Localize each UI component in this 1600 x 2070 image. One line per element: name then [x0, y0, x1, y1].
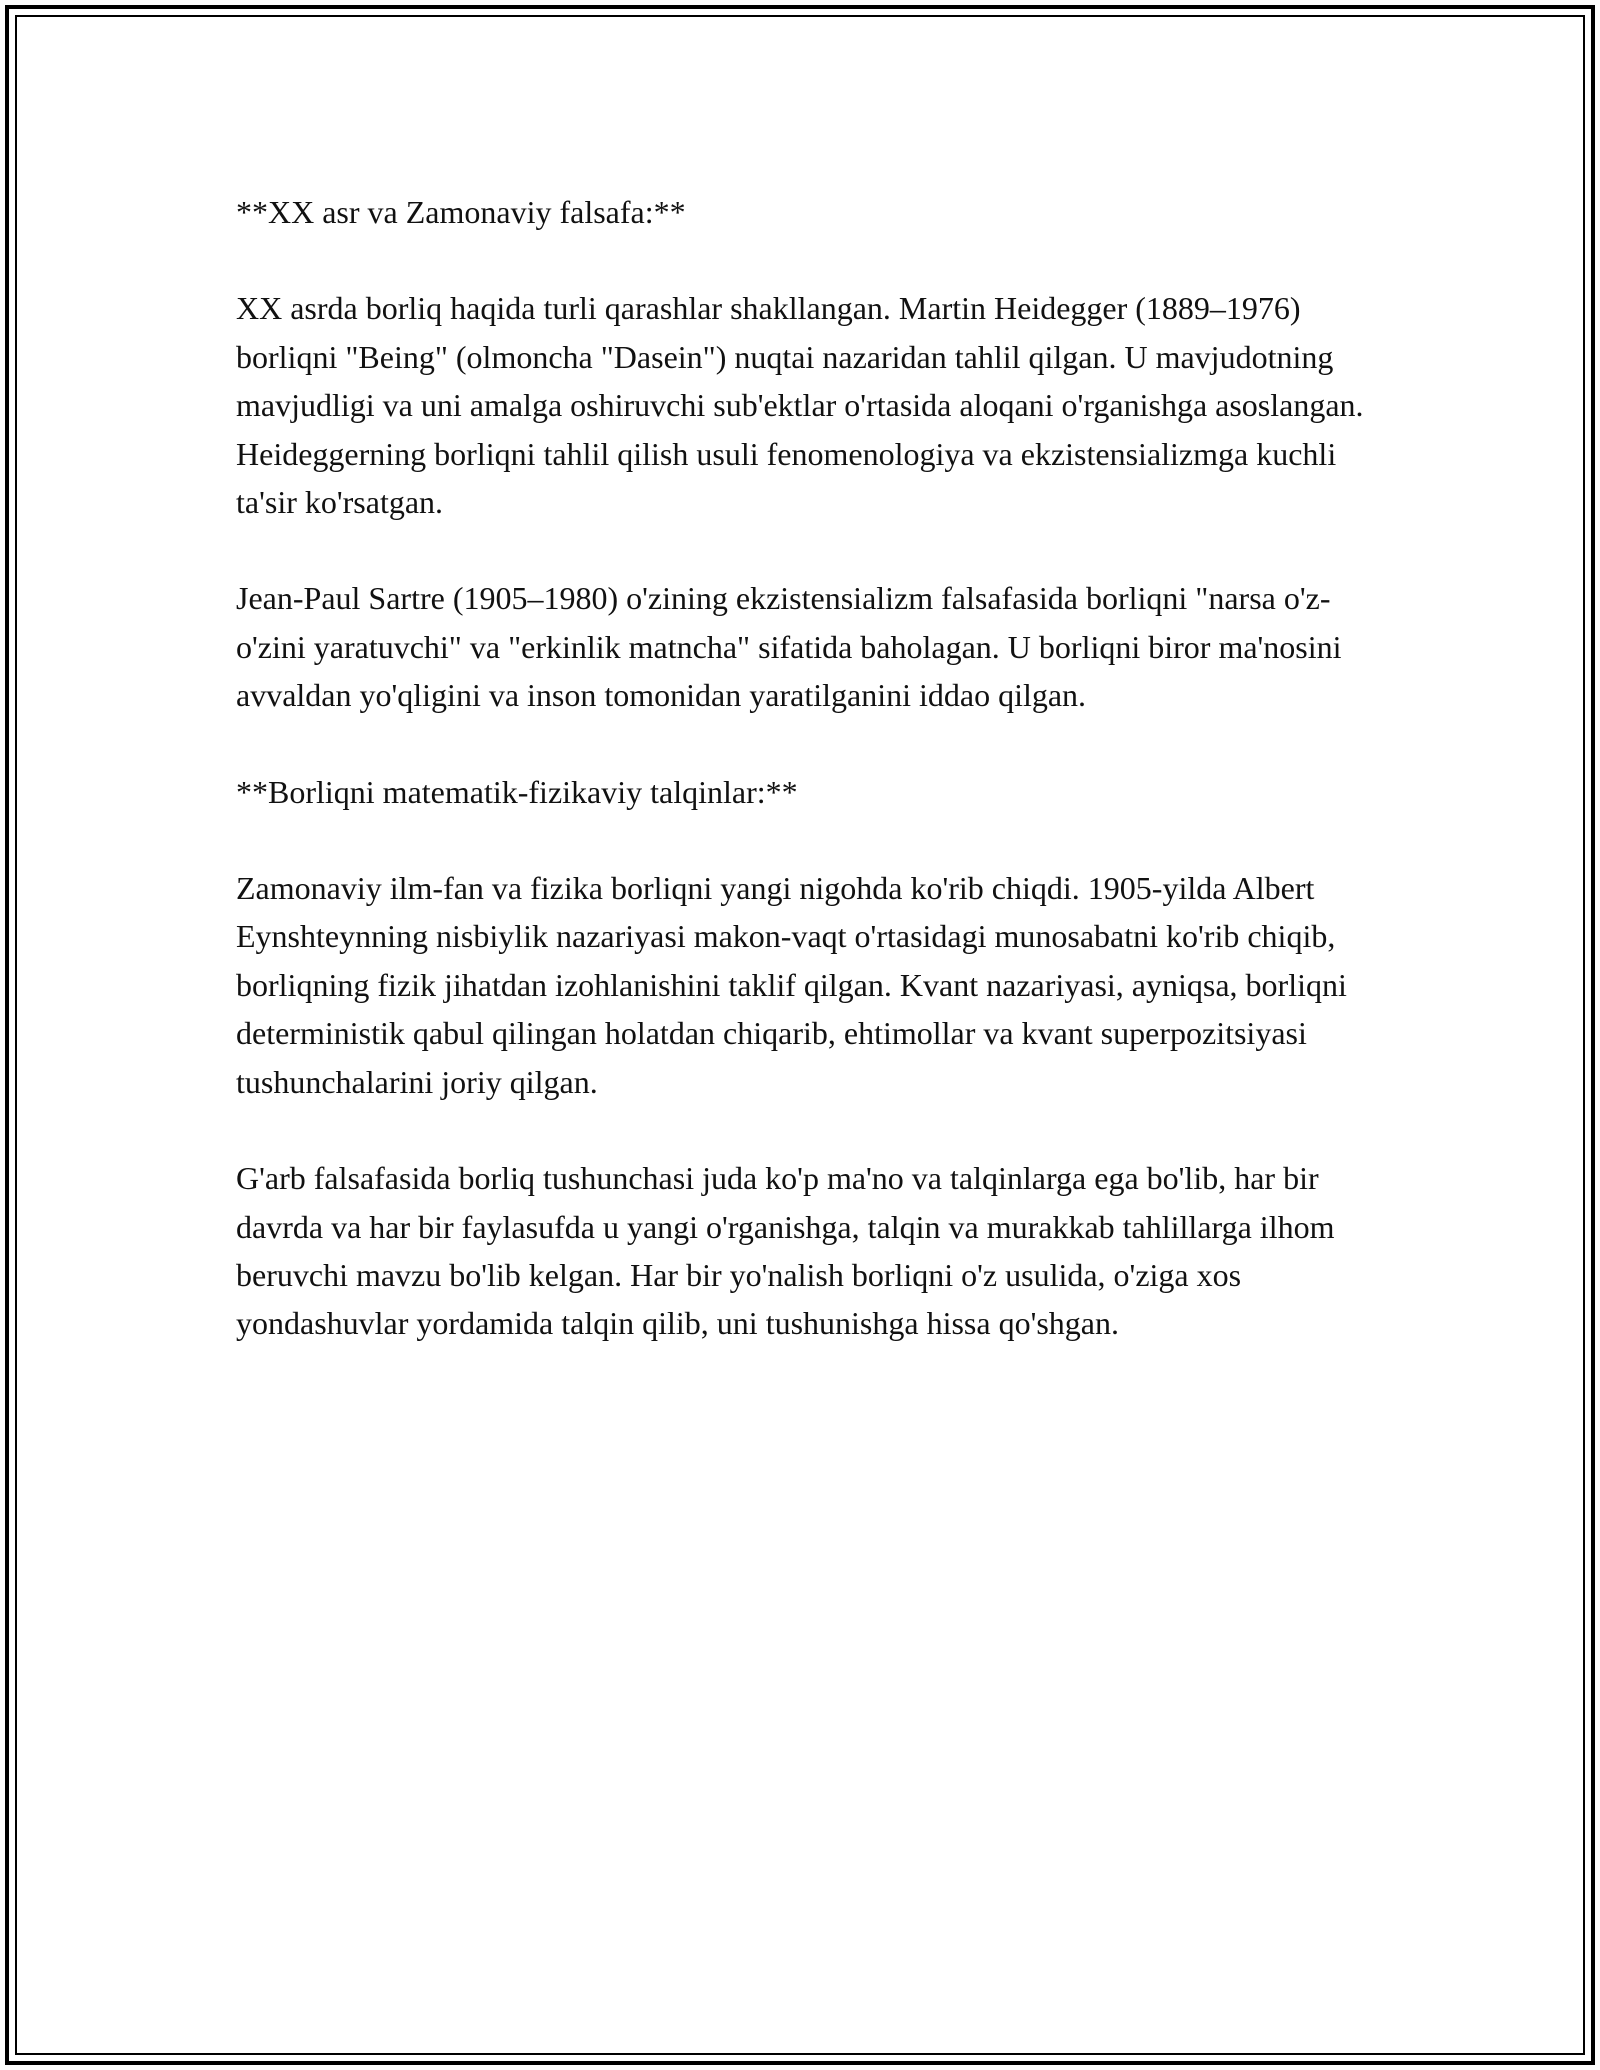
section-heading-20th-century: **XX asr va Zamonaviy falsafa:**	[236, 194, 686, 230]
document-body	[236, 188, 1376, 1396]
paragraph-conclusion: G'arb falsafasida borliq tushunchasi juda ko'p ma'no va talqinlarga ega bo'lib, har bir davrda va har bir faylasufda u yangi o'rganishga, talqin va murakkab tahlillarga ilhom beruvchi mavzu bo'lib kelgan. Har bir yo'nalish borliqni o'z usulida, o'ziga xos yondashuvlar yordamida talqin qilib, uni tushunishga hissa qo'shgan.	[236, 1160, 1335, 1342]
paragraph-heidegger: XX asrda borliq haqida turli qarashlar shakllangan. Martin Heidegger (1889–1976) borliqni "Being" (olmoncha "Dasein") nuqtai nazaridan tahlil qilgan. U mavjudotning mavjudligi va uni amalga oshiruvchi sub'ektlar o'rtasida aloqani o'rganishga asoslangan. Heideggerning borliqni tahlil qilish usuli fenomenologiya va ekzistensializmga kuchli ta'sir ko'rsatgan.	[236, 290, 1364, 521]
paragraph-physics: Zamonaviy ilm-fan va fizika borliqni yangi nigohda ko'rib chiqdi. 1905-yilda Albert Eynshteynning nisbiylik nazariyasi makon-vaqt o'rtasidagi munosabatni ko'rib chiqib, borliqning fizik jihatdan izohlanishini taklif qilgan. Kvant nazariyasi, ayniqsa, borliqni deterministik qabul qilingan holatdan chiqarib, ehtimollar va kvant superpozitsiyasi tushunchalarini joriy qilgan.	[236, 870, 1347, 1100]
paragraph-sartre: Jean-Paul Sartre (1905–1980) o'zining ekzistensializm falsafasida borliqni "narsa o'z-o'zini yaratuvchi" va "erkinlik matncha" sifatida baholagan. U borliqni biror ma'nosini avvaldan yo'qligini va inson tomonidan yaratilganini iddao qilgan.	[236, 580, 1342, 714]
section-heading-math-physics: **Borliqni matematik-fizikaviy talqinlar:**	[236, 773, 798, 810]
